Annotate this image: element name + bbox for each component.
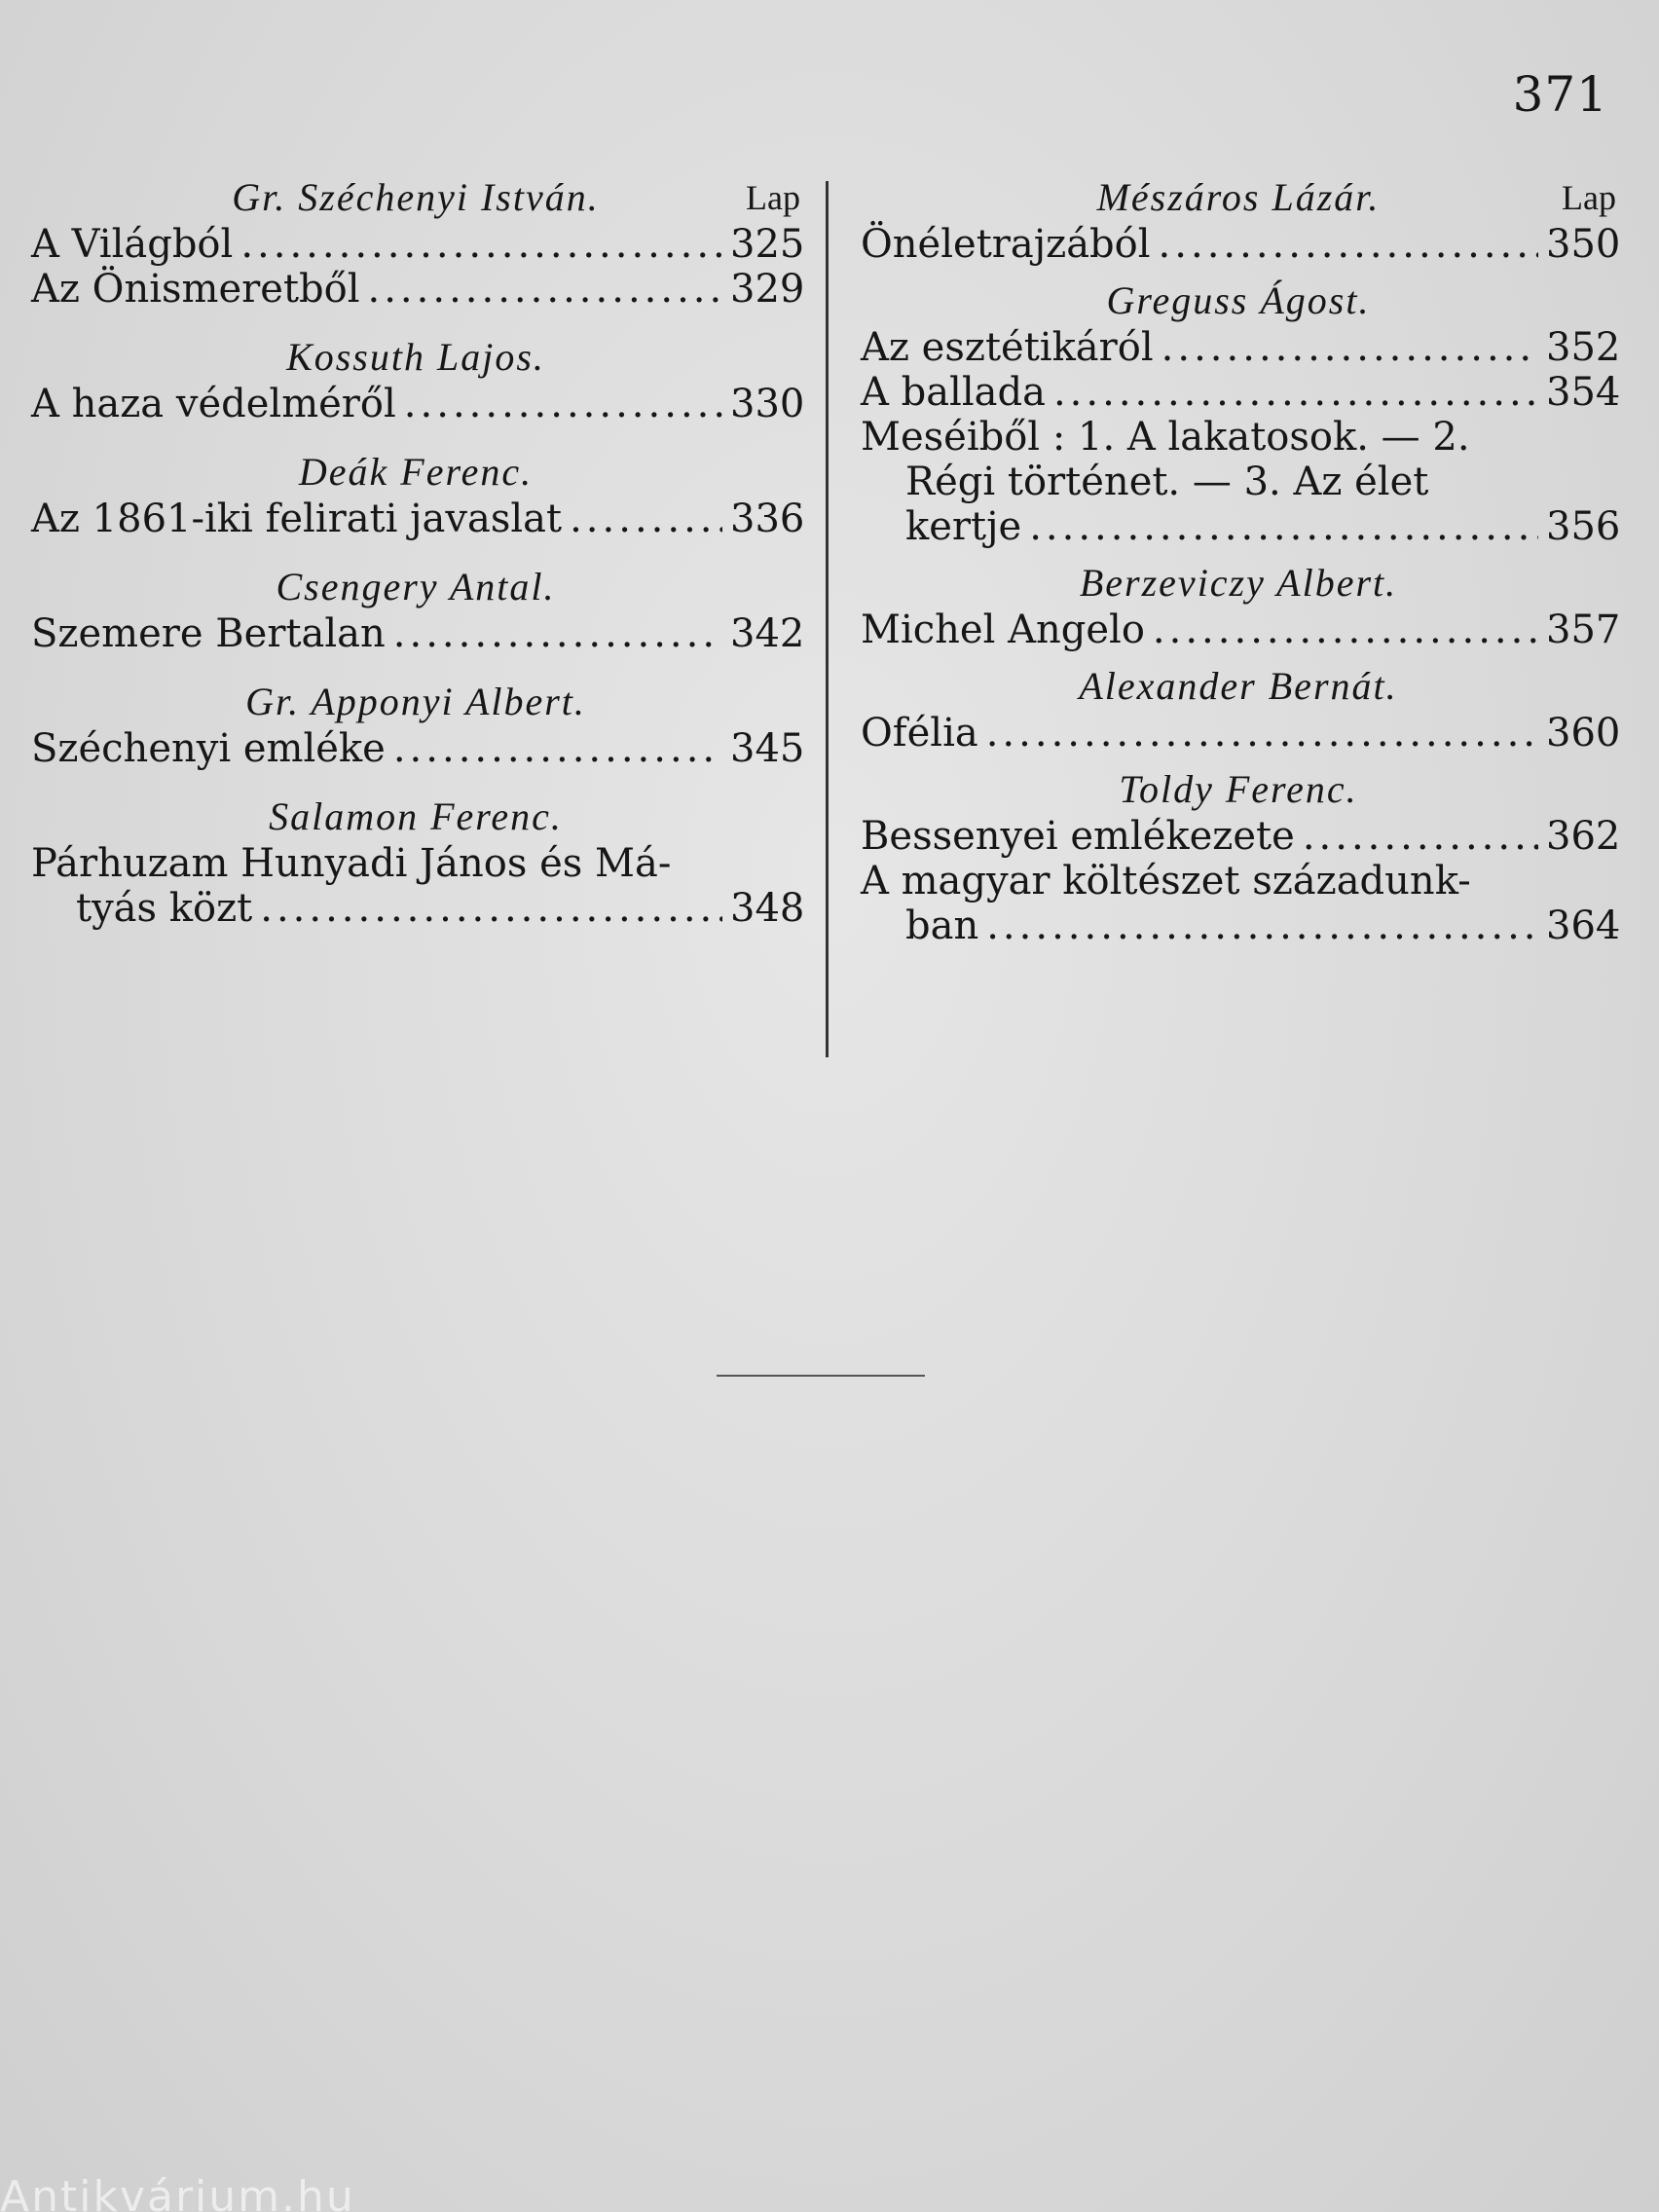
toc-entry: Az esztétikáról ..... 352 [861, 325, 1616, 370]
toc-entry: A ballada ..... 354 [861, 370, 1616, 415]
toc-entry: Michel Angelo ..... 357 [861, 608, 1616, 652]
toc-entry: Önéletrajzából ..... 350 [861, 222, 1616, 267]
author-heading: Toldy Ferenc. [1119, 767, 1358, 811]
author-heading: Csengery Antal. [276, 565, 556, 608]
toc-entry: Ofélia ..... 360 [861, 711, 1616, 756]
author-heading: Berzeviczy Albert. [1079, 561, 1398, 605]
author-heading: Gr. Széchenyi István. Lap [31, 173, 800, 222]
author-heading: Alexander Bernát. [1079, 664, 1398, 708]
toc-entry: A haza védelméről ..... 330 [31, 382, 800, 426]
toc-right-column [861, 173, 1621, 948]
lap-label: Lap [1562, 178, 1616, 217]
author-heading: Kossuth Lajos. [286, 335, 545, 379]
author-heading: Salamon Ferenc. [269, 794, 563, 838]
end-rule [717, 1375, 925, 1377]
toc-entry: ban ..... 364 [861, 903, 1616, 948]
toc-entry: tyás közt ..... 348 [31, 886, 800, 931]
watermark: Antikvárium.hu [0, 2172, 355, 2212]
toc-entry-line: Régi történet. — 3. Az élet [905, 460, 1429, 504]
page-number: 371 [1512, 66, 1608, 123]
toc-entry: A Világból ..... 325 [31, 222, 800, 267]
author-heading: Greguss Ágost. [1106, 278, 1371, 322]
toc-entry: Széchenyi emléke ..... 345 [31, 726, 800, 771]
toc-entry: Az Önismeretből ..... 329 [31, 267, 800, 312]
toc-entry: Az 1861-iki felirati javaslat ..... 336 [31, 497, 800, 541]
toc-entry-line: Meséiből : 1. A lakatosok. — 2. [861, 415, 1470, 460]
author-heading: Mészáros Lázár. Lap [861, 173, 1616, 222]
toc-entry: kertje ..... 356 [861, 504, 1616, 549]
toc-left-column [31, 173, 805, 931]
author-heading: Deák Ferenc. [298, 450, 534, 494]
author-heading: Gr. Apponyi Albert. [245, 680, 586, 723]
toc-entry-line: Párhuzam Hunyadi János és Má- [31, 841, 672, 886]
lap-label: Lap [746, 178, 800, 217]
toc-entry: Szemere Bertalan ..... 342 [31, 611, 800, 656]
toc-entry-line: A magyar költészet századunk- [861, 859, 1471, 903]
toc-entry: Bessenyei emlékezete ..... 362 [861, 814, 1616, 859]
column-divider [826, 181, 829, 1057]
